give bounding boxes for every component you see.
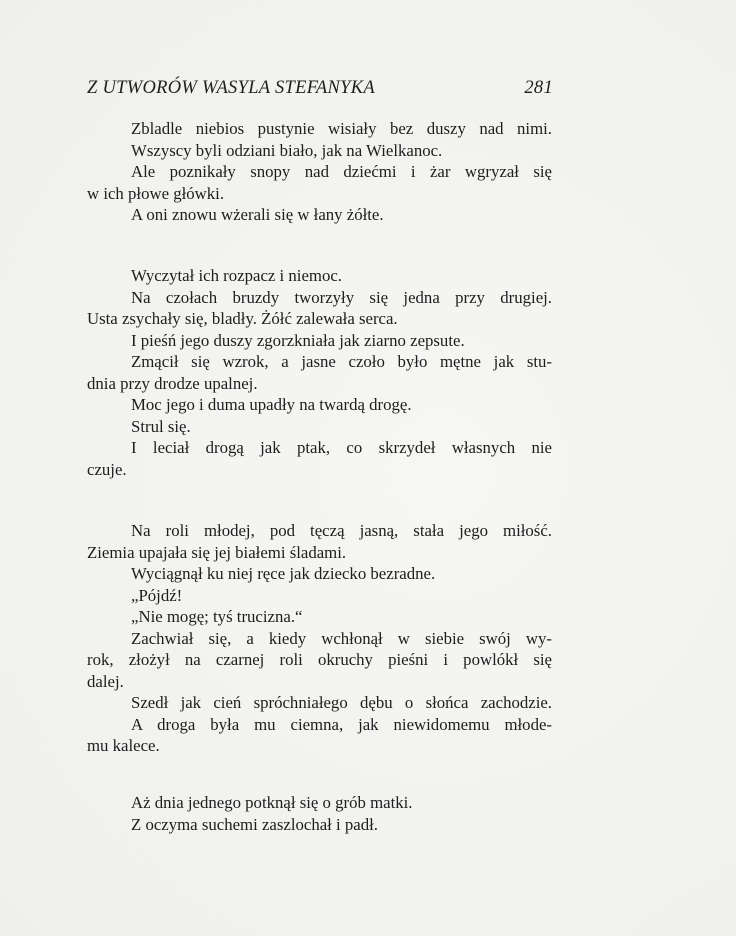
paragraph-4 (87, 792, 552, 835)
text-line: czuje. (87, 459, 127, 479)
text-line: Strul się. (131, 416, 191, 436)
text-line: Zachwiał się, a kiedy wchłonął w siebie swój wy- (131, 628, 552, 648)
text-line: Usta zsychały się, bladły. Żółć zalewała serca. (87, 309, 398, 328)
text-line: A droga była mu ciemna, jak niewidomemu młode- (131, 714, 552, 734)
running-header (87, 78, 553, 102)
text-line: w ich płowe główki. (87, 183, 225, 203)
text-line: Zbladle niebios pustynie wisiały bez duszy nad nimi. (131, 119, 552, 138)
text-line: I pieśń jego duszy zgorzkniała jak ziarno zepsute. (131, 330, 465, 350)
text-line: mu kalece. (87, 736, 160, 755)
text-line: Wyczytał ich rozpacz i niemoc. (131, 266, 342, 285)
text-line: Aż dnia jednego potknął się o grób matki. (131, 793, 413, 812)
text-line: Zmącił się wzrok, a jasne czoło było mętne jak stu- (131, 352, 552, 371)
text-line: Wszyscy byli odziani biało, jak na Wielkanoc. (131, 140, 443, 160)
text-line: A oni znowu wżerali się w łany żółte. (131, 205, 384, 224)
text-line: Wyciągnął ku niej ręce jak dziecko bezradne. (131, 564, 436, 583)
text-line: Na czołach bruzdy tworzyły się jedna przy drugiej. (131, 287, 552, 307)
paragraph-1 (87, 118, 552, 226)
text-line: Ale poznikały snopy nad dziećmi i żar wgryzał się (131, 162, 552, 181)
text-line: dnia przy drodze upalnej. (87, 373, 258, 393)
text-line: Szedł jak cień spróchniałego dębu o słońca zachodzie. (131, 693, 552, 712)
page-number: 281 (524, 78, 553, 98)
text-line: Moc jego i duma upadły na twardą drogę. (131, 395, 412, 414)
text-line: Na roli młodej, pod tęczą jasną, stała jego miłość. (131, 521, 552, 540)
text-line: I leciał drogą jak ptak, co skrzydeł własnych nie (131, 438, 552, 457)
running-title: Z UTWORÓW WASYLA STEFANYKA (87, 78, 375, 98)
paragraph-3 (87, 520, 552, 757)
text-line: rok, złożył na czarnej roli okruchy pieśni i powlókł się (87, 650, 552, 669)
text-line: dalej. (87, 671, 124, 691)
text-line: „Pójdź! (131, 585, 183, 605)
text-line: „Nie mogę; tyś trucizna.“ (131, 607, 303, 626)
text-line: Z oczyma suchemi zaszlochał i padł. (131, 814, 378, 834)
paragraph-2 (87, 265, 552, 480)
text-line: Ziemia upajała się jej białemi śladami. (87, 542, 347, 562)
